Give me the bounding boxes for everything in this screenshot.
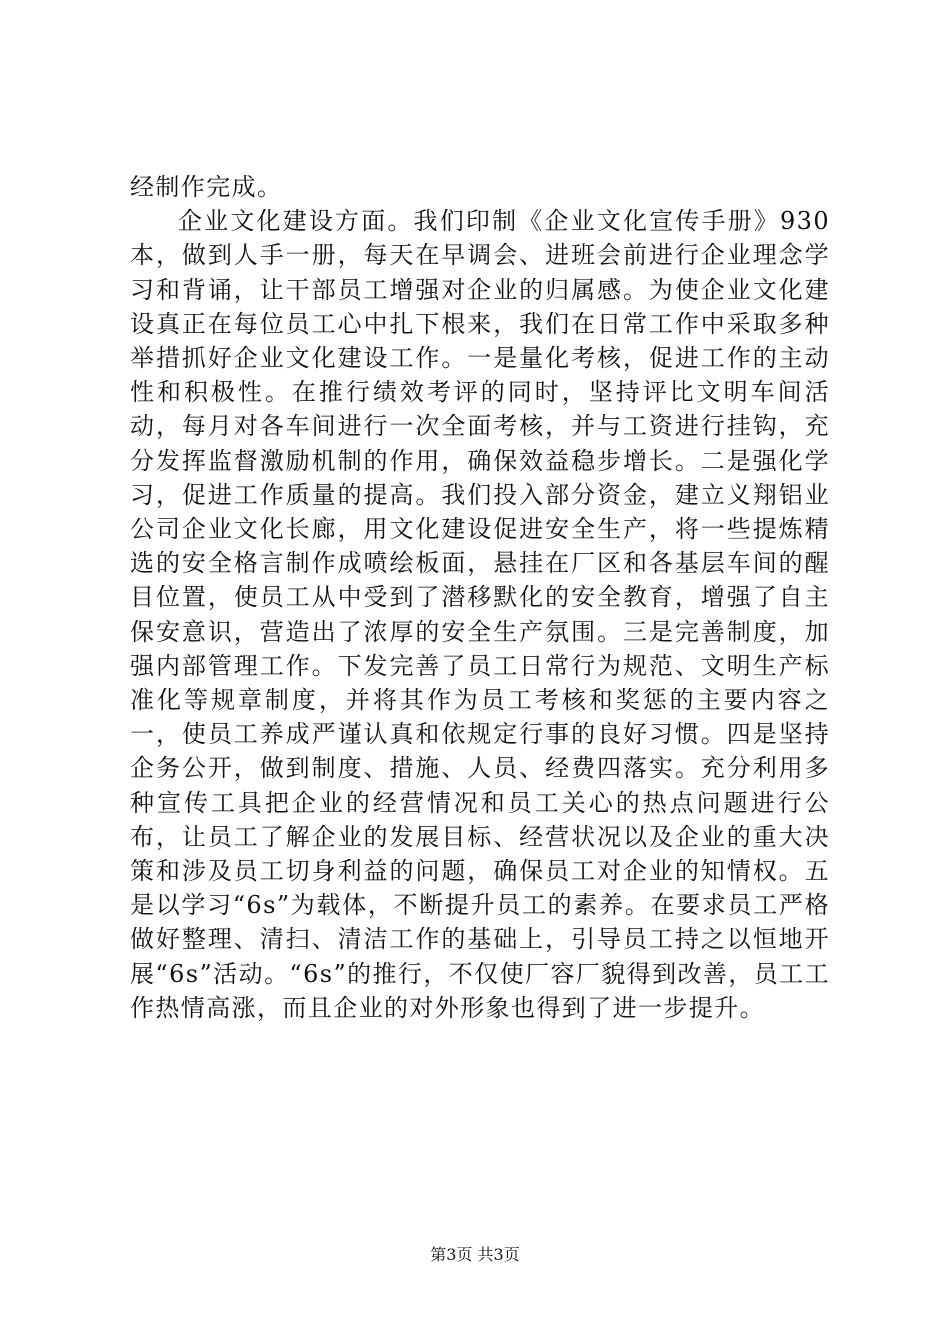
body-text xyxy=(130,170,830,1025)
paragraph-continuation: 经制作完成。 xyxy=(130,173,283,201)
page-footer: 第3页 共3页 xyxy=(430,1245,520,1264)
paragraph-corporate-culture: 企业文化建设方面。我们印制《企业文化宣传手册》930本，做到人手一册，每天在早调会、进班会前进行企业理念学习和背诵，让干部员工增强对企业的归属感。为使企业文化建设真正在每位员工心中扎下根来，我们在日常工作中采取多种举措抓好企业文化建设工作。一是量化考核，促进工作的主动性和积极性。在推行绩效考评的同时，坚持评比文明车间活动，每月对各车间进行一次全面考核，并与工资进行挂钩，充分发挥监督激励机制的作用，确保效益稳步增长。二是强化学习，促进工作质量的提高。我们投入部分资金，建立义翔铝业公司企业文化长廊，用文化建设促进安全生产，将一些提炼精选的安全格言制作成喷绘板面，悬挂在厂区和各基层车间的醒目位置，使员工从中受到了潜移默化的安全教育，增强了自主保安意识，营造出了浓厚的安全生产氛围。三是完善制度，加强内部管理工作。下发完善了员工日常行为规范、文明生产标准化等规章制度，并将其作为员工考核和奖惩的主要内容之一，使员工养成严谨认真和依规定行事的良好习惯。四是坚持企务公开，做到制度、措施、人员、经费四落实。充分利用多种宣传工具把企业的经营情况和员工关心的热点问题进行公布，让员工了解企业的发展目标、经营状况以及企业的重大决策和涉及员工切身利益的问题，确保员工对企业的知情权。五是以学习“6s”为载体，不断提升员工的素养。在要求员工严格做好整理、清扫、清洁工作的基础上，引导员工持之以恒地开展“6s”活动。“6s”的推行，不仅使厂容厂貌得到改善，员工工作热情高涨，而且企业的对外形象也得到了进一步提升。 xyxy=(130,207,830,1022)
